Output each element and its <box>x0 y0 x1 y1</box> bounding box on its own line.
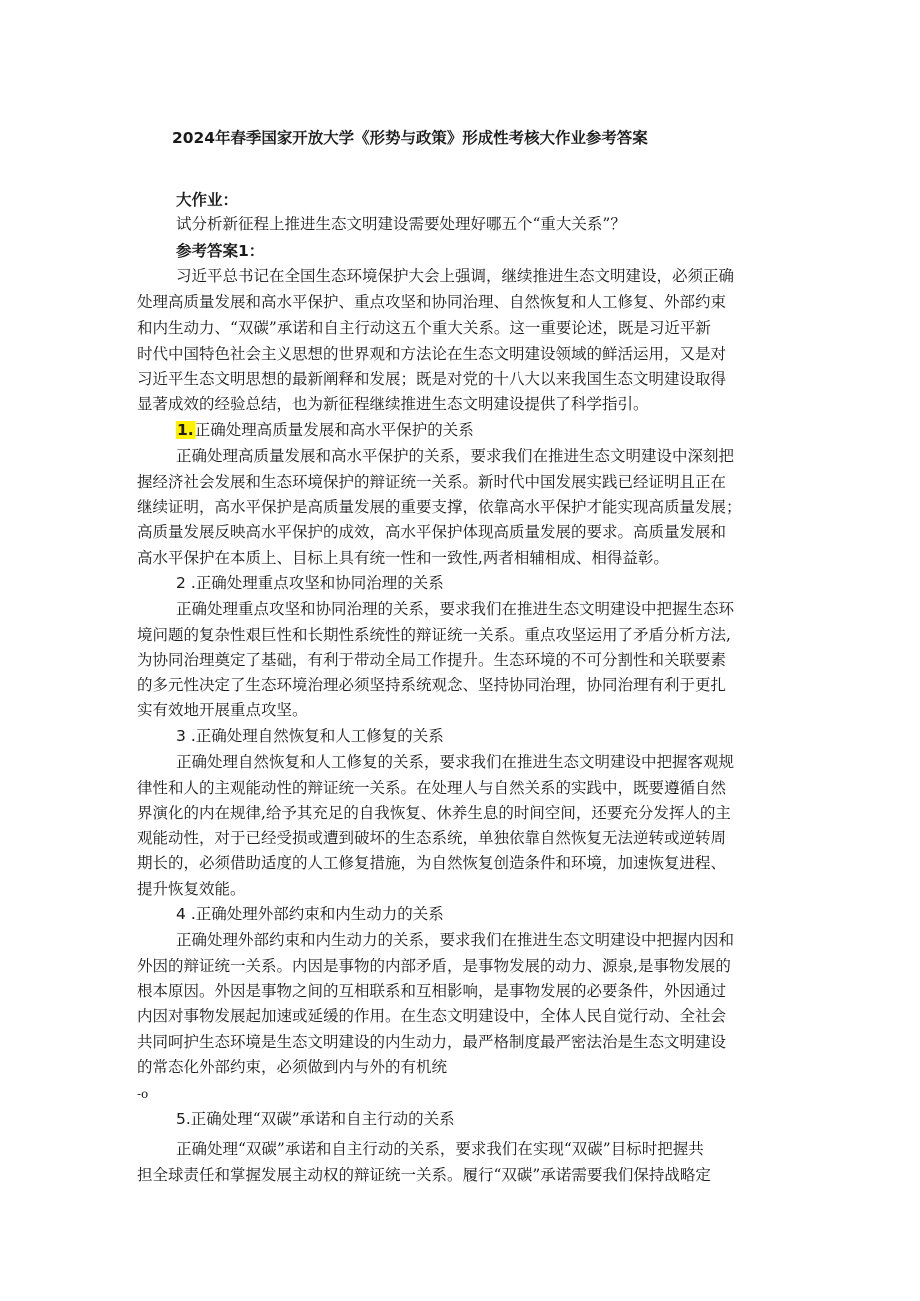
section-line: 为协同治理奠定了基础，有利于带动全局工作提升。生态环境的不可分割性和关联要素 <box>137 651 727 669</box>
section-line: 继续证明，高水平保护是高质量发展的重要支撑，依靠高水平保护才能实现高质量发展； <box>137 498 742 516</box>
section-line: 正确处理外部约束和内生动力的关系，要求我们在推进生态文明建设中把握内因和 <box>176 931 735 949</box>
section-line: 境问题的复杂性艰巨性和长期性系统性的辩证统一关系。重点攻坚运用了矛盾分析方法, <box>137 626 731 644</box>
section-line: 高质量发展反映高水平保护的成效，高水平保护体现高质量发展的要求。高质量发展和 <box>137 523 727 541</box>
section-heading-text: 正确处理“双碳”承诺和自主行动的关系 <box>190 1110 455 1128</box>
section-heading <box>176 726 444 746</box>
assignment-label: 大作业： <box>176 191 239 209</box>
section-heading-text: 正确处理高质量发展和高水平保护的关系 <box>194 421 474 439</box>
intro-line: 显著成效的经验总结，也为新征程继续推进生态文明建设提供了科学指引。 <box>137 395 649 413</box>
section-line: 正确处理高质量发展和高水平保护的关系，要求我们在推进生态文明建设中深刻把 <box>176 447 735 465</box>
section-line: 外因的辩证统一关系。内因是事物的内部矛盾，是事物发展的动力、源泉,是事物发展的 <box>137 957 731 975</box>
section-line: 的多元性决定了生态环境治理必须坚持系统观念、坚持协同治理，协同治理有利于更扎 <box>137 676 727 694</box>
question-text: 试分析新征程上推进生态文明建设需要处理好哪五个“重大关系”？ <box>176 215 626 233</box>
document-title: 2024年春季国家开放大学《形势与政策》形成性考核大作业参考答案 <box>172 129 648 147</box>
section-heading-text: .正确处理重点攻坚和协同治理的关系 <box>190 574 444 592</box>
intro-line: 习近平生态文明思想的最新阐释和发展；既是对党的十八大以来我国生态文明建设取得 <box>137 370 727 388</box>
section-line: 共同呵护生态环境是生态文明建设的内生动力，最严格制度最严密法治是生态文明建设 <box>137 1033 727 1051</box>
section-number-highlight: 1. <box>177 421 194 439</box>
section-heading-text: .正确处理外部约束和内生动力的关系 <box>190 905 444 923</box>
section-line: 期长的，必须借助适度的人工修复措施，为自然恢复创造条件和环境，加速恢复进程、 <box>137 854 727 872</box>
intro-line: 时代中国特色社会主义思想的世界观和方法论在生态文明建设领域的鲜活运用，又是对 <box>137 345 727 363</box>
section-heading <box>176 573 444 593</box>
intro-line: 处理高质量发展和高水平保护、重点攻坚和协同治理、自然恢复和人工修复、外部约束 <box>137 293 727 311</box>
section-line: 高水平保护在本质上、目标上具有统一性和一致性,两者相辅相成、相得益彰。 <box>137 549 669 567</box>
section-line: 正确处理重点攻坚和协同治理的关系，要求我们在推进生态文明建设中把握生态环 <box>176 600 735 618</box>
section-heading <box>176 1109 455 1129</box>
section-line: 观能动性，对于已经受损或遭到破坏的生态系统，单独依靠自然恢复无法逆转或逆转周 <box>137 829 727 847</box>
intro-line: 习近平总书记在全国生态环境保护大会上强调，继续推进生态文明建设，必须正确 <box>176 267 735 285</box>
section-number: 4 <box>176 905 186 923</box>
section-line: 界演化的内在规律,给予其充足的自我恢复、休养生息的时间空间，还要充分发挥人的主 <box>137 804 731 822</box>
section-line: 握经济社会发展和生态环境保护的辩证统一关系。新时代中国发展实践已经证明且正在 <box>137 473 727 491</box>
section-number: 2 <box>176 574 186 592</box>
section-heading-text: .正确处理自然恢复和人工修复的关系 <box>190 727 444 745</box>
section-line: 律性和人的主观能动性的辩证统一关系。在处理人与自然关系的实践中，既要遵循自然 <box>137 779 727 797</box>
section-line: 正确处理“双碳”承诺和自主行动的关系，要求我们在实现“双碳”目标时把握共 <box>176 1140 704 1158</box>
section-line: 的常态化外部约束，必须做到内与外的有机统 <box>137 1058 448 1076</box>
section-line: 提升恢复效能。 <box>137 880 246 898</box>
section-line: 正确处理自然恢复和人工修复的关系，要求我们在推进生态文明建设中把握客观规 <box>176 753 735 771</box>
section-line: 根本原因。外因是事物之间的互相联系和互相影响，是事物发展的必要条件，外因通过 <box>137 982 727 1000</box>
section-line: -o <box>137 1087 149 1101</box>
section-number: 5. <box>176 1110 191 1128</box>
section-line: 实有效地开展重点攻坚。 <box>137 701 308 719</box>
section-number: 3 <box>176 727 186 745</box>
section-line: 担全球责任和掌握发展主动权的辩证统一关系。履行“双碳”承诺需要我们保持战略定 <box>137 1166 711 1184</box>
answer-label: 参考答案1： <box>176 242 265 260</box>
section-line: 内因对事物发展起加速或延缓的作用。在生态文明建设中，全体人民自觉行动、全社会 <box>137 1007 727 1025</box>
section-heading <box>176 904 444 924</box>
intro-line: 和内生动力、“双碳”承诺和自主行动这五个重大关系。这一重要论述，既是习近平新 <box>137 319 711 337</box>
section-heading <box>176 420 474 440</box>
